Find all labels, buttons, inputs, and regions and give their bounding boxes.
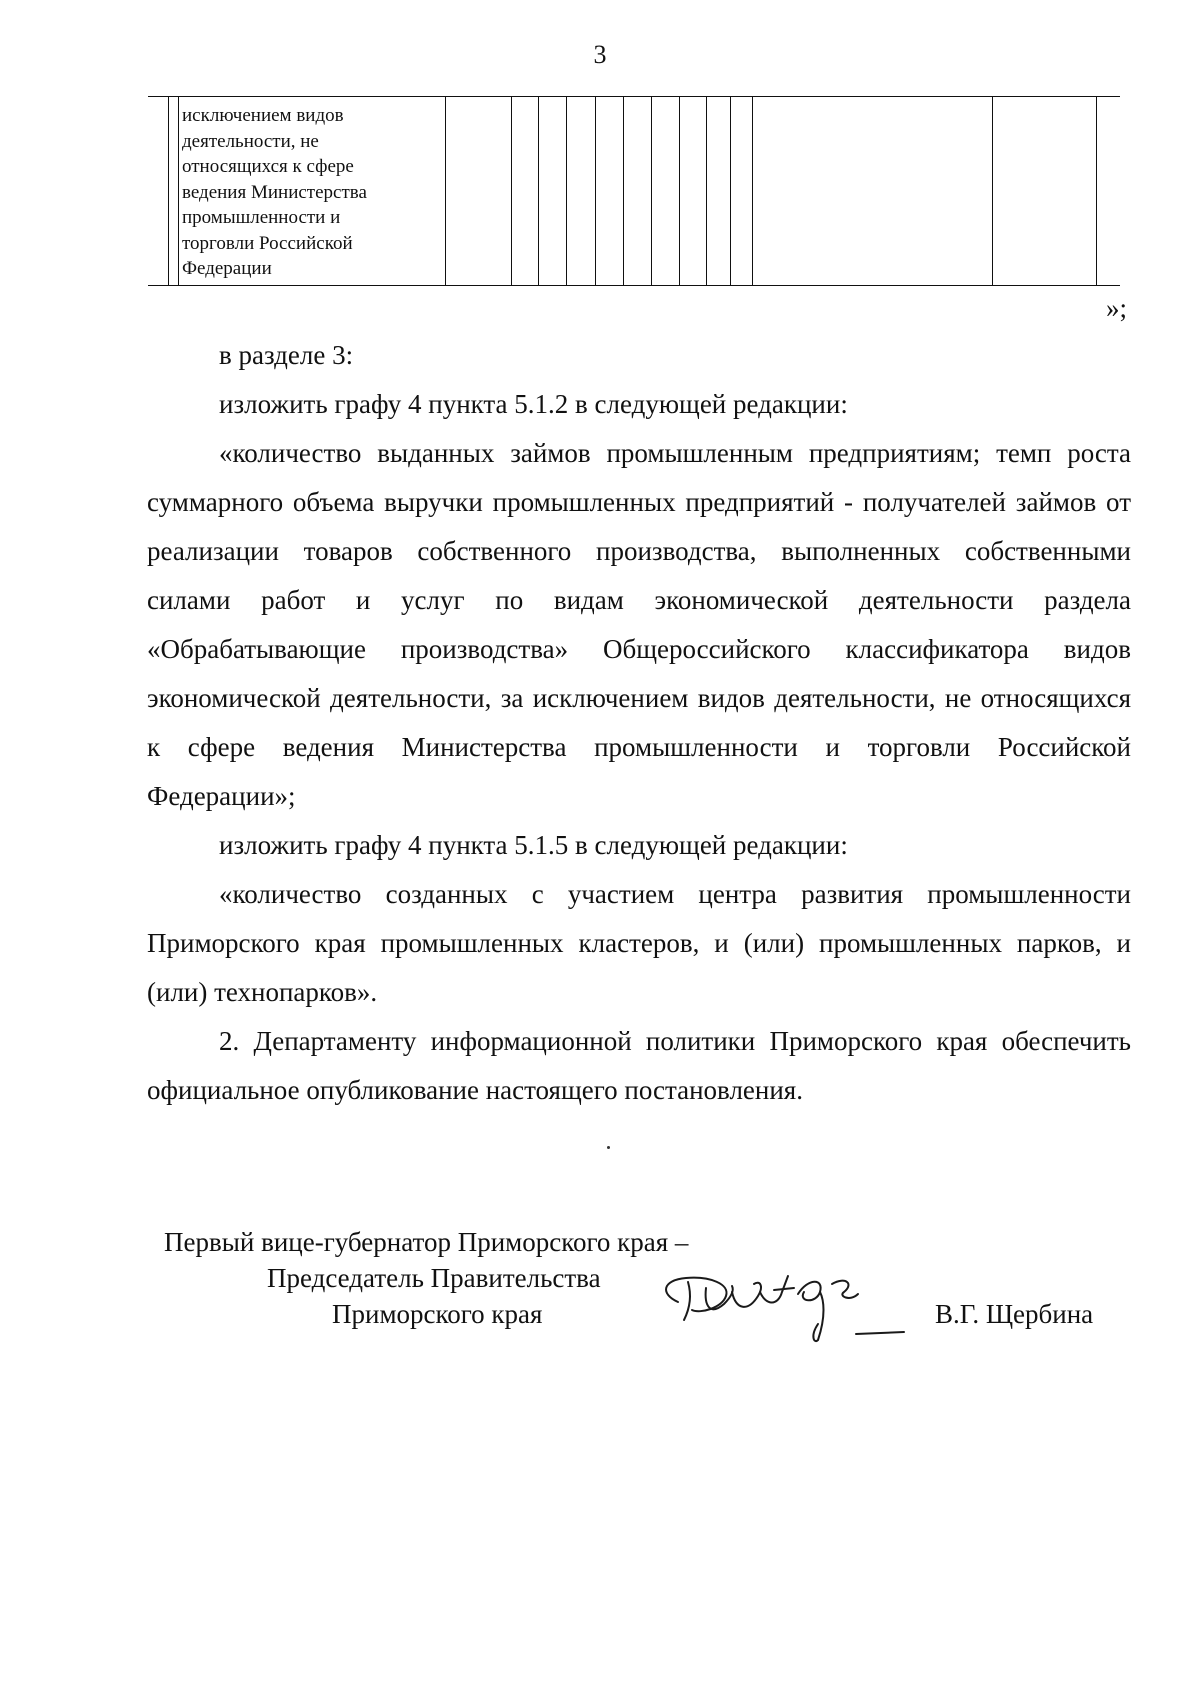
cell-line: исключением видов <box>182 105 344 126</box>
cell-line: относящихся к сфере <box>182 156 354 177</box>
table-divider <box>706 97 707 285</box>
signatory-position-line1: Первый вице-губернатор Приморского края – <box>164 1227 689 1257</box>
table-divider <box>679 97 680 285</box>
document-body <box>147 331 1131 1115</box>
signatory-position-line2: Председатель Правительства <box>267 1263 601 1293</box>
table-divider <box>566 97 567 285</box>
table-fragment <box>148 96 1120 286</box>
table-divider <box>168 97 169 285</box>
paragraph-item-2: 2. Департаменту информационной политики Приморского края обеспечить официальное опубликование настоящего постановления. <box>147 1026 1131 1105</box>
page-number: 3 <box>593 40 607 69</box>
table-divider <box>445 97 446 285</box>
paragraph-instruction-515: изложить графу 4 пункта 5.1.5 в следующей редакции: <box>219 830 848 860</box>
table-divider <box>1096 97 1097 285</box>
cell-line: ведения Министерства <box>182 181 367 203</box>
table-divider <box>538 97 539 285</box>
table-divider <box>511 97 512 285</box>
table-divider <box>178 97 179 285</box>
table-divider <box>651 97 652 285</box>
table-divider <box>623 97 624 285</box>
table-divider <box>752 97 753 285</box>
cell-line: деятельности, не <box>182 130 319 152</box>
table-divider <box>730 97 731 285</box>
closing-quote: »; <box>1105 293 1127 323</box>
paragraph-section-ref: в разделе 3: <box>219 340 354 370</box>
paragraph-quote-515: «количество созданных с участием центра развития промышленности Приморского края промышленных кластеров, и (или) промышленных парков, и (или) технопарков». <box>147 879 1131 1007</box>
cell-line: торговли Российской <box>182 232 353 254</box>
cell-line: промышленности и <box>182 207 341 228</box>
signatory-position-line3: Приморского края <box>332 1299 543 1329</box>
paragraph-instruction-512: изложить графу 4 пункта 5.1.2 в следующей редакции: <box>219 389 848 419</box>
signatory-name: В.Г. Щербина <box>935 1299 1094 1329</box>
paragraph-quote-512: «количество выданных займов промышленным предприятиям; темп роста суммарного объема выручки промышленных предприятий - получателей займов от реализации товаров собственного производства, выполненных собственными силами работ и услуг по видам экономической деятельности раздела «Обрабатывающие производства» Общероссийского классификатора видов экономической деятельности, за исключением видов деятельности, не относящихся к сфере ведения Министерства промышленности и торговли Российской Федерации»; <box>147 438 1131 811</box>
table-divider <box>992 97 993 285</box>
stray-dot <box>607 1146 610 1149</box>
cell-line: Федерации <box>182 258 272 279</box>
handwritten-signature-icon <box>648 1262 918 1346</box>
table-cell-text <box>182 103 412 282</box>
table-divider <box>595 97 596 285</box>
